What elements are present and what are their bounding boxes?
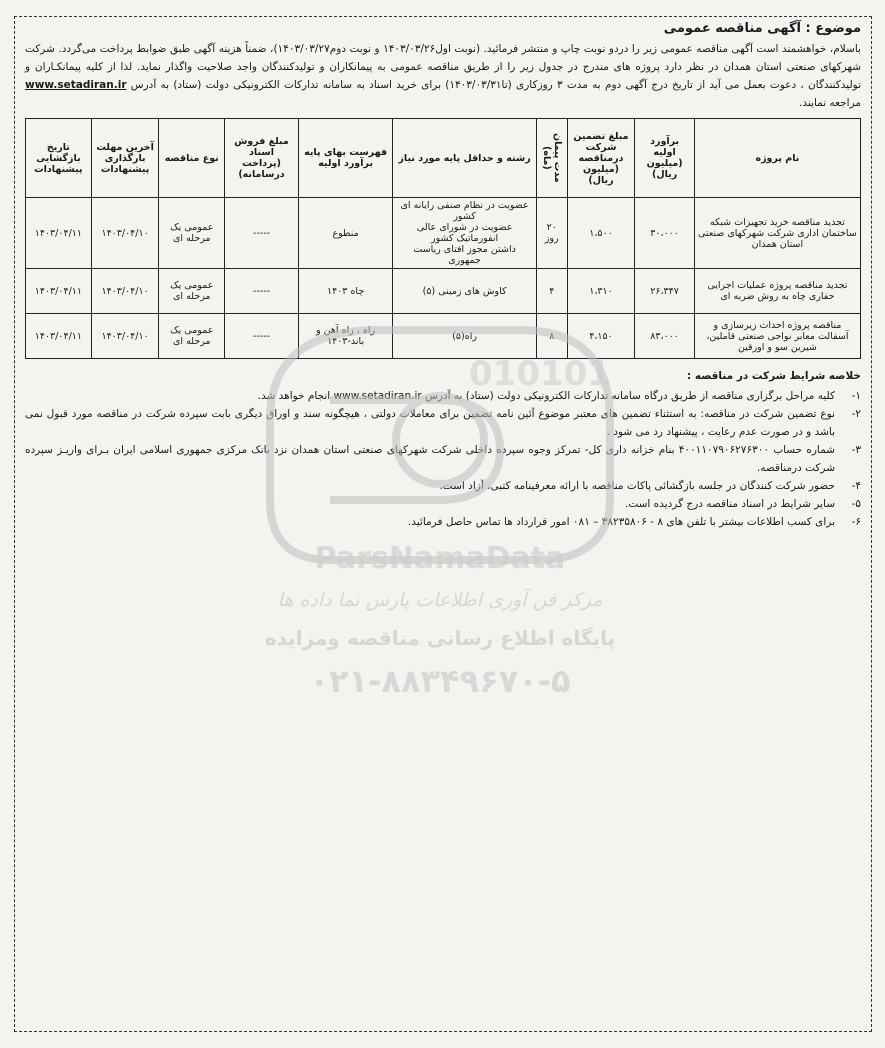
cell-estimate: ۲۶،۳۴۷	[635, 269, 694, 314]
cell-project: تجدید مناقصه پروژه عملیات اجرایی حفاری چاه به روش ضربه ای	[694, 269, 860, 314]
cell-price-list: راه ، راه آهن و باند-۱۴۰۳	[298, 314, 392, 359]
condition-number: ۱-	[851, 390, 861, 402]
cell-duration: ۲۰ روز	[536, 198, 567, 269]
watermark-digits: 010101	[469, 354, 611, 394]
tender-table	[25, 118, 861, 359]
cell-estimate: ۸۳،۰۰۰	[635, 314, 694, 359]
cell-duration: ۸	[536, 314, 567, 359]
table-header-row	[26, 119, 861, 198]
cell-field: راه(۵)	[393, 314, 537, 359]
cell-guarantee: ۴،۱۵۰	[567, 314, 635, 359]
cell-doc-price: -----	[225, 198, 299, 269]
condition-item	[25, 477, 861, 495]
website-link[interactable]: www.setadiran.ir	[25, 79, 127, 91]
cell-opening: ۱۴۰۳/۰۴/۱۱	[26, 269, 92, 314]
cell-type: عمومی یک مرحله ای	[159, 314, 225, 359]
notice-intro	[25, 40, 861, 112]
cell-field: عضویت در نظام صنفی رایانه ای کشور عضویت در شورای عالی انفورماتیک کشور داشتن مجوز افتای ریاست جمهوری	[393, 198, 537, 269]
condition-text: شماره حساب ۴۰۰۱۱۰۷۹۰۶۲۷۶۳۰۰ بنام خزانه داری کل- تمرکز وجوه سپرده داخلی شرکت شهرکهای صنعتی استان همدان نزد بانک مرکزی جمهوری اسلامی ایران بـرای واریـز سپرده شرکت درمناقصه.	[25, 444, 835, 474]
notice-sheet	[14, 16, 872, 1032]
cell-doc-price: -----	[225, 314, 299, 359]
header-estimate: برآورد اولیه (میلیون ریال)	[635, 119, 694, 198]
intro-end: مراجعه نمایند.	[799, 97, 861, 109]
cell-project: مناقصه پروژه احداث زیرسازی و آسفالت معابر نواحی صنعتی قاملین، شیرین سو و اورقین	[694, 314, 860, 359]
condition-number: ۵-	[851, 498, 861, 510]
cell-guarantee: ۱،۵۰۰	[567, 198, 635, 269]
header-guarantee: مبلغ تضمین شرکت درمناقصه (میلیون ریال)	[567, 119, 635, 198]
cell-field: کاوش های زمینی (۵)	[393, 269, 537, 314]
cell-deadline: ۱۴۰۳/۰۴/۱۰	[91, 198, 159, 269]
condition-text: برای کسب اطلاعات بیشتر با تلفن های ۸ - ۳۸۲۳۵۸۰۶ – ۰۸۱ امور قرارداد ها تماس حاصل فرمائید.	[407, 516, 835, 528]
condition-number: ۳-	[851, 444, 861, 456]
watermark-line2: پایگاه اطلاع رسانی مناقصه ومزایده	[264, 626, 616, 650]
intro-text: باسلام، خواهشمند است آگهی مناقصه عمومی زیر را دردو نوبت چاپ و منتشر فرمائید. (نوبت اول۱۴۰۳/۰۳/۲۶ و نوبت دوم۱۴۰۳/۰۳/۲۷)، ضمناً هزینه آگهی طبق ضوابط پرداخت می‌گردد. شرکت شهرکهای صنعتی استان همدان در نظر دارد پروژه های مندرج در جدول زیر را از طریق مناقصه عمومی به پیمانکاران و تولیدکنندگان واجد صلاحیت واگذار نماید. لذا از کلیه پیمانکـاران و تولیدکنندگان ، دعوت بعمل می آید از تاریخ درج آگهی دوم به مدت ۳ روزکاری (تا۱۴۰۳/۰۳/۳۱) برای خرید اسناد به سامانه تدارکات الکترونیکی دولت (ستاد) به آدرس	[25, 43, 862, 91]
cell-guarantee: ۱،۳۱۰	[567, 269, 635, 314]
table-row	[26, 269, 861, 314]
conditions-title: خلاصه شرایط شرکت در مناقصه :	[686, 370, 861, 382]
header-deadline: آخرین مهلت بارگذاری پیشنهادات	[91, 119, 159, 198]
table-row	[26, 314, 861, 359]
header-project: نام پروژه	[694, 119, 860, 198]
watermark-phone: ۰۲۱-۸۸۳۴۹۶۷۰-۵	[309, 662, 571, 700]
header-price-list: فهرست بهای پایه برآورد اولیه	[298, 119, 392, 198]
condition-number: ۴-	[851, 480, 861, 492]
header-duration: مدت پیمان (ماه)	[536, 119, 567, 198]
condition-number: ۲-	[851, 408, 861, 420]
watermark-brand: ParsNamaData	[314, 541, 566, 576]
condition-item	[25, 441, 861, 477]
cell-deadline: ۱۴۰۳/۰۴/۱۰	[91, 269, 159, 314]
condition-item	[25, 387, 861, 405]
condition-text: سایر شرایط در اسناد مناقصه درج گردیده است.	[624, 498, 835, 510]
cell-estimate: ۳۰،۰۰۰	[635, 198, 694, 269]
header-type: نوع مناقصه	[159, 119, 225, 198]
condition-item	[25, 513, 861, 531]
notice-content	[25, 21, 861, 531]
cell-price-list: منطوع	[298, 198, 392, 269]
conditions-section	[25, 367, 861, 531]
cell-price-list: چاه ۱۴۰۳	[298, 269, 392, 314]
condition-number: ۶-	[851, 516, 861, 528]
notice-title: موضوع : آگهی مناقصه عمومی	[663, 21, 861, 36]
cell-opening: ۱۴۰۳/۰۴/۱۱	[26, 314, 92, 359]
cell-type: عمومی یک مرحله ای	[159, 269, 225, 314]
cell-deadline: ۱۴۰۳/۰۴/۱۰	[91, 314, 159, 359]
cell-project: تجدید مناقصه خرید تجهیزات شبکه ساختمان اداری شرکت شهرکهای صنعتی استان همدان	[694, 198, 860, 269]
cell-duration: ۴	[536, 269, 567, 314]
condition-item	[25, 405, 861, 441]
condition-text: کلیه مراحل برگزاری مناقصه از طریق درگاه سامانه تدارکات الکترونیکی دولت (ستاد) به آدرس www.setadiran.ir انجام خواهد شد.	[257, 390, 835, 402]
condition-item	[25, 495, 861, 513]
header-doc-price: مبلغ فروش اسناد (پرداخت درسامانه)	[225, 119, 299, 198]
cell-type: عمومی یک مرحله ای	[159, 198, 225, 269]
table-row	[26, 198, 861, 269]
cell-doc-price: -----	[225, 269, 299, 314]
watermark-line1: مرکز فن آوری اطلاعات پارس نما داده ها	[277, 589, 603, 611]
cell-opening: ۱۴۰۳/۰۴/۱۱	[26, 198, 92, 269]
condition-text: حضور شرکت کنندگان در جلسه بازگشائی پاکات مناقصه با ارائه معرفینامه کتبی، آزاد است.	[439, 480, 835, 492]
header-field: رشته و حداقل پایه مورد نیاز	[393, 119, 537, 198]
condition-text: نوع تضمین شرکت در مناقصه: به استثناء تضمین های معتبر موضوع آئین نامه تضمین برای معاملات دولتی ، هیچگونه سند و اوراق دیگری بابت سپرده شرکت در مناقصه مورد قبول نمی باشد و در صورت عدم رعایت ، پیشنهاد رد می شود .	[25, 408, 835, 438]
header-opening: تاریخ بازگشایی پیشنهادات	[26, 119, 92, 198]
